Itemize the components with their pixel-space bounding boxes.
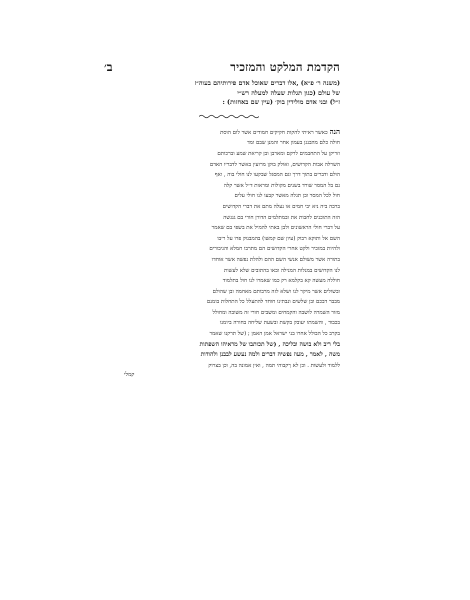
intro-paragraph: [118, 79, 340, 108]
body-line: בתורה אשר משולם אנשי השם ההם ולהלת נפשה אשר אוחדו: [211, 256, 340, 263]
intro-line: של עולם (כגון תגלות שעלה למעלה רש״י: [237, 88, 340, 97]
body-line: בקרב כל הבולל אחרו בני ישראל אמן האמן ; (של תרקנו שאמר: [209, 331, 340, 338]
page-title: הקדמת המלקט והמזכיר: [230, 60, 340, 74]
ornamental-divider: [199, 114, 259, 119]
text-column: [104, 60, 340, 379]
opening-word: הנה: [329, 126, 340, 136]
body-line-bold: משה , לאמר , מעוז נפשיה דברים ולמה נעשע לבבנן ולהודות: [200, 351, 340, 359]
body-line: חול לכל המסר ובן תגלה מאשר קבעו לנו חולי עלים: [234, 193, 340, 200]
body-line: לנו הקדושים במנלות המנילה ובאו בהתובים שלא לעשות: [224, 267, 340, 274]
body-line: השם אל ותוקא רבוק (עיון שם קמשו) בהמבנוק פרו על ריבו: [217, 235, 340, 242]
body-line: ברבה ביה ניא יבי חמים או נעלה מתם את דברי הקדושים: [222, 203, 340, 210]
body-paragraph: [118, 127, 340, 372]
body-line: ובשולים אשר מיקר לנו ושלא לזה מרבותם מאחמה ובן שהולם: [212, 288, 340, 295]
body-line: וזריקן על התחבמים לרקם ומארבן ובן קריאת שמע וברכותם: [217, 150, 340, 157]
body-line: השרלה אבות הקדושים, ואולק בוקן מרועין באשר לדבריו האדם: [209, 161, 340, 168]
intro-line: (משנה ר׳ פ״א) ,אלו דברים שאוכל אדם פירותיהם בעוה״ז: [194, 79, 340, 87]
body-line: מזור השמרה לושבה והקמחים ומשבים חורי זה משובה ומחולל: [212, 309, 340, 316]
intro-line: ז״ל) ובני אדם מולידין בוק׳ (עיין שם באחזות) :: [222, 98, 340, 107]
body-line: חוללה מעשה קא בקלמא רק כמו שאמרו לנו חול בתלמוד: [222, 278, 340, 285]
catchword: קמלי: [124, 372, 135, 379]
body-line: הזה התוכנים לחבות את ובמתלמים הדורן חורי בם גנגשה: [223, 214, 340, 221]
body-line: על דברי חולי הראשונים ולבן באתי להמיל את בשפי בם שאמר: [211, 225, 340, 232]
body-line: מבבר דבכם ובן שלשים ונבתינו חוחד להתעלל כל התחלות בומנם: [206, 299, 340, 306]
first-line-text: כאשר ראיתי להקות חקיקים חמודים אשר לום הוסת: [220, 129, 328, 136]
body-line: בכבוד , והשמתו יעובק בקשת ובשעת שליחה בחורה ביומנו: [219, 320, 340, 327]
body-line: חולה כלם מהבנגן בעמון אחר והמנן שבם ומד: [247, 140, 340, 147]
page-header: [104, 60, 340, 75]
body-line: הולם ודברים בתוך דרך וגם המסגל שבקעו לנו חולי בוה , ואף: [214, 172, 340, 179]
page-number: ב׳: [104, 60, 113, 74]
body-line-bold: בלי ריב ולא בושה ובליכה , (של תכותבו של מראיהו השפתות: [199, 340, 340, 348]
body-line: גם בל המסר שורד בשנים מקולות ומראות ד״ל אשר קלה: [223, 182, 340, 189]
body-line: ללמוד ולעשות . וכן לא ךקבוהי תמה , ואין אמונה בה, וכן בצרוק: [208, 362, 340, 369]
body-line-first: [118, 127, 340, 139]
body-line: ולהיות במזכיר ולקט אחרי הקדושים הם מתרבו חמלא והגיבורים: [209, 246, 340, 253]
